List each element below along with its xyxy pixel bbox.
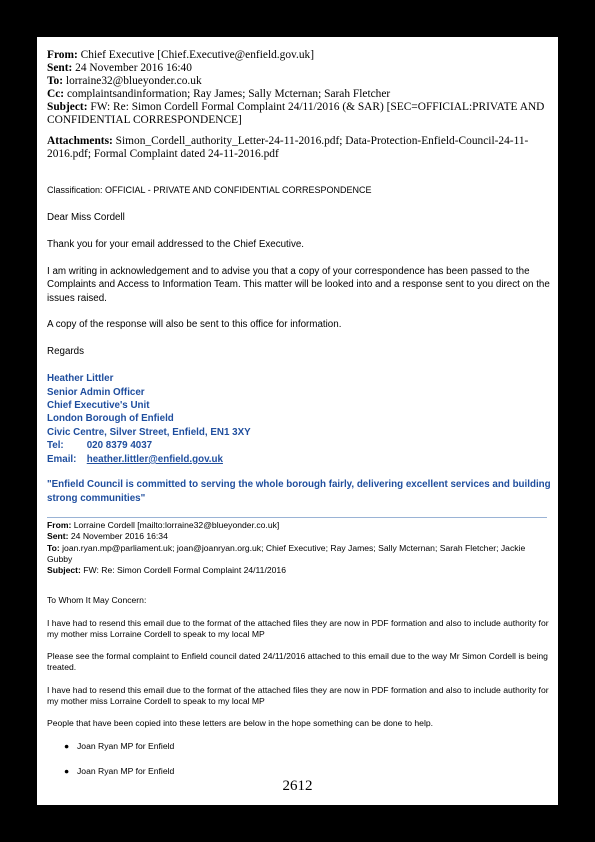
fwd-greeting: To Whom It May Concern: [47, 595, 147, 605]
email-link[interactable]: heather.littler@enfield.gov.uk [86, 453, 223, 465]
forwarded-header [47, 520, 552, 576]
signature-name: Heather Littler [47, 373, 114, 385]
regards: Regards [47, 346, 85, 358]
list-item: ● Joan Ryan MP for Enfield [64, 765, 175, 776]
to-line: To: lorraine32@blueyonder.co.uk [47, 75, 202, 87]
signature-org: London Borough of Enfield [47, 413, 174, 425]
classification: Classification: OFFICIAL - PRIVATE AND CONFIDENTIAL CORRESPONDENCE [47, 185, 372, 195]
paragraph-2: I am writing in acknowledgement and to advise you that a copy of your correspondence has been passed to the Complaints and Access to Information Team. This matter will be looked into and a response sent to you direct on the issues raised. [47, 265, 550, 304]
bullet-icon: ● [64, 740, 70, 751]
paragraph-1: Thank you for your email addressed to the Chief Executive. [47, 238, 305, 250]
fwd-paragraph-1: I have had to resend this email due to the format of the attached files they are now in PDF formation and also to include authority for my mother miss Lorraine Cordell to speak to my local MP [47, 617, 549, 639]
fwd-paragraph-3: I have had to resend this email due to the format of the attached files they are now in PDF formation and also to include authority for my mother miss Lorraine Cordell to speak to my local MP [47, 684, 549, 706]
fwd-subject-line: Subject: FW: Re: Simon Cordell Formal Complaint 24/11/2016 [47, 565, 286, 576]
signature-email: Email: heather.littler@enfield.gov.uk [47, 453, 223, 465]
greeting: Dear Miss Cordell [47, 211, 125, 223]
signature-title: Senior Admin Officer [47, 386, 145, 398]
paragraph-3: A copy of the response will also be sent to this office for information. [47, 319, 342, 331]
from-value: Chief Executive [Chief.Executive@enfield.gov.uk] [80, 49, 315, 61]
from-line: From: Chief Executive [Chief.Executive@enfield.gov.uk] [47, 49, 315, 61]
signature-unit: Chief Executive's Unit [47, 400, 150, 412]
list-item: ● Joan Ryan MP for Enfield [64, 740, 175, 751]
divider [47, 517, 547, 518]
email-body [47, 184, 552, 505]
signature-block [47, 372, 552, 505]
attachments-line: Attachments: Simon_Cordell_authority_Letter-24-11-2016.pdf; Data-Protection-Enfield-Council-24-11-2016.pdf; Formal Complaint dated 24-11-2016.pdf [47, 135, 529, 160]
fwd-to-line: To: joan.ryan.mp@parliament.uk; joan@joanryan.org.uk; Chief Executive; Ray James; Sally Mcternan; Sarah Fletcher; Jackie Gubby [47, 542, 526, 564]
bullet-icon: ● [64, 765, 70, 776]
council-quote: "Enfield Council is committed to serving the whole borough fairly, delivering excellent services and building strong communities" [47, 479, 551, 504]
signature-tel: Tel: 020 8379 4037 [47, 440, 153, 452]
email-header [47, 49, 552, 161]
fwd-paragraph-2: Please see the formal complaint to Enfield council dated 24/11/2016 attached to this email due to the way Mr Simon Cordell is being treated. [47, 651, 548, 672]
subject-value: FW: Re: Simon Cordell Formal Complaint 24/11/2016 (& SAR) [SEC=OFFICIAL:PRIVATE AND CONFIDENTIAL CORRESPONDENCE] [47, 101, 545, 126]
cc-line: Cc: complaintsandinformation; Ray James; Sally Mcternan; Sarah Fletcher [47, 88, 391, 100]
recipient-list [47, 741, 552, 777]
page-number: 2612 [282, 778, 313, 794]
subject-line: Subject: FW: Re: Simon Cordell Formal Complaint 24/11/2016 (& SAR) [SEC=OFFICIAL:PRIVATE AND CONFIDENTIAL CORRESPONDENCE] [47, 101, 545, 126]
fwd-sent-line: Sent: 24 November 2016 16:34 [47, 531, 168, 542]
to-value: lorraine32@blueyonder.co.uk [65, 75, 202, 87]
forwarded-body [47, 595, 552, 791]
sent-line: Sent: 24 November 2016 16:40 [47, 62, 192, 74]
cc-value: complaintsandinformation; Ray James; Sally Mcternan; Sarah Fletcher [66, 88, 391, 100]
fwd-from-line: From: Lorraine Cordell [mailto:lorraine32@blueyonder.co.uk] [47, 520, 280, 530]
sent-value: 24 November 2016 16:40 [75, 62, 192, 74]
fwd-paragraph-4: People that have been copied into these letters are below in the hope something can be done to help. [47, 718, 434, 728]
signature-address: Civic Centre, Silver Street, Enfield, EN1 3XY [47, 426, 251, 438]
document-page [37, 37, 558, 805]
attachments-value: Simon_Cordell_authority_Letter-24-11-2016.pdf; Data-Protection-Enfield-Council-24-11-2016.pdf; Formal Complaint dated 24-11-2016.pdf [47, 135, 529, 160]
